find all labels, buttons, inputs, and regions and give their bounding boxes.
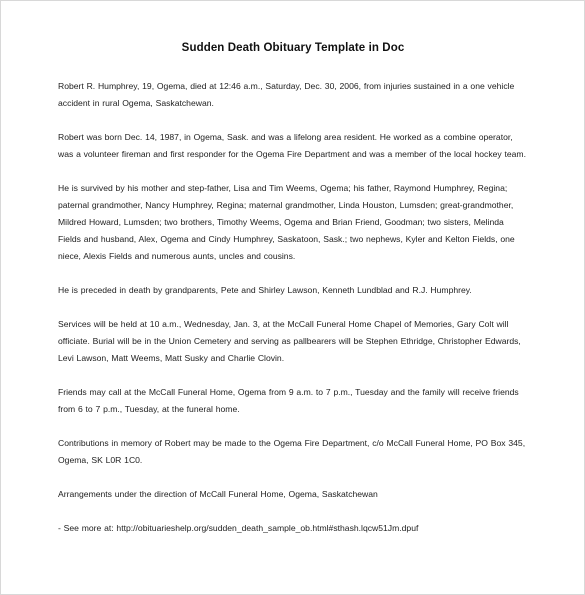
paragraph-survivors: He is survived by his mother and step-father, Lisa and Tim Weems, Ogema; his father, Raymond Humphrey, Regina; paternal grandmother, Nancy Humphrey, Regina; maternal grandmother, Linda Houston, Lumsden; great-grandmother, Mildred Howard, Lumsden; two brothers, Timothy Weems, Ogema and Brian Friend, Goodman; two sisters, Melinda Fields and husband, Alex, Ogema and Cindy Humphrey, Saskatoon, Sask.; two nephews, Kyler and Kelton Fields, one niece, Alexis Fields and numerous aunts, uncles and cousins. <box>58 183 515 261</box>
paragraph-preceded-in-death: He is preceded in death by grandparents, Pete and Shirley Lawson, Kenneth Lundblad and R.J. Humphrey. <box>58 285 472 295</box>
paragraph-biography: Robert was born Dec. 14, 1987, in Ogema, Sask. and was a lifelong area resident. He worked as a combine operator, was a volunteer fireman and first responder for the Ogema Fire Department and was a member of the local hockey team. <box>58 132 526 159</box>
paragraph-arrangements: Arrangements under the direction of McCall Funeral Home, Ogema, Saskatchewan <box>58 489 378 499</box>
document-title: Sudden Death Obituary Template in Doc <box>181 42 405 54</box>
paragraph-services: Services will be held at 10 a.m., Wednesday, Jan. 3, at the McCall Funeral Home Chapel of Memories, Gary Colt will officiate. Burial will be in the Union Cemetery and serving as pallbearers will be Stephen Ethridge, Christopher Edwards, Levi Lawson, Matt Weems, Matt Susky and Charlie Clovin. <box>58 319 521 363</box>
paragraph-contributions: Contributions in memory of Robert may be made to the Ogema Fire Department, c/o McCall Funeral Home, PO Box 345, Ogema, SK L0R 1C0. <box>58 438 526 465</box>
paragraph-visitation: Friends may call at the McCall Funeral Home, Ogema from 9 a.m. to 7 p.m., Tuesday and the family will receive friends from 6 to 7 p.m., Tuesday, at the funeral home. <box>58 387 519 414</box>
document-body <box>58 42 528 554</box>
paragraph-source-link: - See more at: http://obituarieshelp.org/sudden_death_sample_ob.html#sthash.lqcw51Jm.dpuf <box>58 523 419 533</box>
paragraph-death-notice: Robert R. Humphrey, 19, Ogema, died at 12:46 a.m., Saturday, Dec. 30, 2006, from injuries sustained in a one vehicle accident in rural Ogema, Saskatchewan. <box>58 81 515 108</box>
